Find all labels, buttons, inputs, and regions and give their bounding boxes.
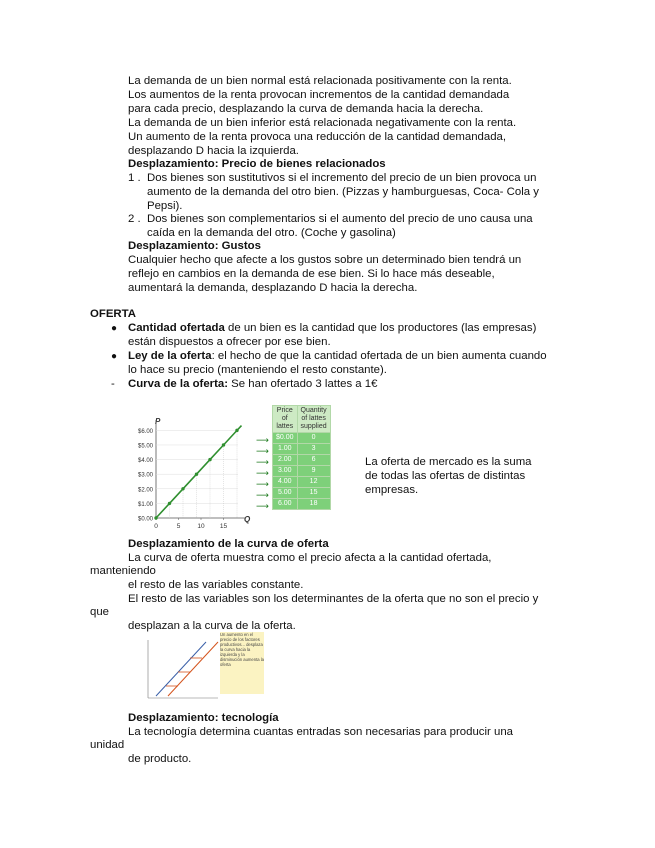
x-tick-label: 0 xyxy=(154,523,158,530)
curve-shift-line-3: el resto de las variables constante. xyxy=(128,579,304,591)
quantity-cell: 18 xyxy=(297,499,330,510)
header-word: lattes xyxy=(276,423,294,430)
y-tick-label: $4.00 xyxy=(137,458,153,465)
price-cell: 5.00 xyxy=(273,488,298,499)
header-word: of lattes xyxy=(301,415,326,422)
quantity-supplied-definition: de un bien es la cantidad que los productores (las empresas) xyxy=(224,322,537,334)
quantity-cell: 6 xyxy=(297,455,330,466)
curve-shift-line-6: desplazan a la curva de la oferta. xyxy=(128,620,296,632)
technology-line-3: de producto. xyxy=(128,753,192,765)
bullet-marker-1: ● xyxy=(111,323,118,334)
supply-chart xyxy=(118,404,256,534)
table-header-row xyxy=(273,406,331,433)
quantity-supplied-term: Cantidad ofertada xyxy=(128,322,225,334)
complements-line-1: Dos bienes son complementarios si el aumento del precio de uno causa una xyxy=(147,213,533,225)
tastes-line-1: Cualquier hecho que afecte a los gustos sobre un determinado bien tendrá un xyxy=(128,254,522,266)
arrow-right-icon: ⟶ xyxy=(256,490,269,500)
tastes-heading: Desplazamiento: Gustos xyxy=(128,240,261,252)
data-point xyxy=(154,516,157,519)
dash-marker: - xyxy=(111,378,115,390)
quantity-supplied-line-2: están dispuestos a ofrecer por ese bien. xyxy=(128,336,331,348)
table-row xyxy=(273,433,331,444)
header-word: Quantity xyxy=(300,407,327,414)
data-point xyxy=(181,487,184,490)
market-supply-note-3: empresas. xyxy=(365,484,419,496)
shift-explanation-note: Un aumento en el precio de los factores productivos... desplaza la curva hacia la izquierda y la disminución aumenta la oferta xyxy=(220,632,264,694)
law-of-supply-term: Ley de la oferta xyxy=(128,350,212,362)
y-tick-label: $0.00 xyxy=(137,516,153,523)
price-cell: 4.00 xyxy=(273,477,298,488)
tastes-line-2: reflejo en cambios en la demanda de ese bien. Si lo hace más deseable, xyxy=(128,268,495,280)
list-number-1: 1 . xyxy=(128,172,141,184)
price-column-header xyxy=(273,406,298,433)
demand-line-5: Un aumento de la renta provoca una reducción de la cantidad demandada, xyxy=(128,131,507,143)
x-axis-label: Q xyxy=(244,515,251,524)
arrow-right-icon: ⟶ xyxy=(256,457,269,467)
y-tick-label: $6.00 xyxy=(137,428,153,435)
demand-line-2: Los aumentos de la renta provocan incrementos de la cantidad demandada xyxy=(128,89,510,101)
quantity-cell: 12 xyxy=(297,477,330,488)
data-point xyxy=(222,443,225,446)
x-tick-label: 15 xyxy=(219,523,228,530)
curve-shift-line-1: La curva de oferta muestra como el precio afecta a la cantidad ofertada, xyxy=(128,552,492,564)
arrow-right-icon: ⟶ xyxy=(256,446,269,456)
supply-curve-original xyxy=(156,642,206,696)
demand-line-4: La demanda de un bien inferior está relacionada negativamente con la renta. xyxy=(128,117,517,129)
law-of-supply-line-2: lo hace su precio (manteniendo el resto constante). xyxy=(128,364,387,376)
substitutes-line-1: Dos bienes son sustitutivos si el incremento del precio de un bien provoca un xyxy=(147,172,537,184)
table-row xyxy=(273,466,331,477)
market-supply-note-2: de todas las ofertas de distintas xyxy=(365,470,526,482)
tastes-line-3: aumentará la demanda, desplazando D hacia la derecha. xyxy=(128,282,418,294)
table-row xyxy=(273,455,331,466)
header-word: supplied xyxy=(300,423,327,430)
data-point xyxy=(208,458,211,461)
data-point xyxy=(168,502,171,505)
quantity-cell: 0 xyxy=(297,433,330,444)
price-cell: 3.00 xyxy=(273,466,298,477)
y-tick-label: $2.00 xyxy=(137,487,153,494)
law-of-supply-definition: : el hecho de que la cantidad ofertada de un bien aumenta cuando xyxy=(211,350,547,362)
supply-curve-term: Curva de la oferta: xyxy=(128,378,229,390)
table-row xyxy=(273,444,331,455)
arrow-right-icon: ⟶ xyxy=(256,468,269,478)
supply-schedule-table xyxy=(272,405,331,510)
quantity-supplied-line-1 xyxy=(128,322,536,336)
quantity-cell: 3 xyxy=(297,444,330,455)
quantity-column-header xyxy=(297,406,330,433)
y-tick-label: $3.00 xyxy=(137,472,153,479)
price-cell: 1.00 xyxy=(273,444,298,455)
curve-shift-heading: Desplazamiento de la curva de oferta xyxy=(128,538,329,550)
header-word: Price xyxy=(276,407,293,414)
table-row xyxy=(273,488,331,499)
x-tick-label: 5 xyxy=(176,523,181,530)
law-of-supply-line-1 xyxy=(128,350,547,364)
data-point xyxy=(235,429,238,432)
arrow-right-icon: ⟶ xyxy=(256,479,269,489)
y-tick-label: $1.00 xyxy=(137,501,153,508)
price-cell: $0.00 xyxy=(273,433,298,444)
y-tick-label: $5.00 xyxy=(137,443,153,450)
supply-curve-line xyxy=(128,378,377,392)
demand-line-3: para cada precio, desplazando la curva de demanda hacia la derecha. xyxy=(128,103,484,115)
curve-shift-line-5: que xyxy=(90,606,110,618)
quantity-cell: 9 xyxy=(297,466,330,477)
curve-shift-line-4: El resto de las variables son los determinantes de la oferta que no son el precio y xyxy=(128,593,539,605)
supply-curve-definition: Se han ofertado 3 lattes a 1€ xyxy=(228,378,378,390)
market-supply-note-1: La oferta de mercado es la suma xyxy=(365,456,532,468)
demand-line-6: desplazando D hacia la izquierda. xyxy=(128,145,299,157)
substitutes-line-2: aumento de la demanda del otro bien. (Pizzas y hamburguesas, Coca- Cola y xyxy=(147,186,539,198)
curve-shift-line-2: manteniendo xyxy=(90,565,156,577)
related-goods-heading: Desplazamiento: Precio de bienes relacionados xyxy=(128,158,386,170)
list-number-2: 2 . xyxy=(128,213,141,225)
demand-line-1: La demanda de un bien normal está relacionada positivamente con la renta. xyxy=(128,75,512,87)
bullet-marker-2: ● xyxy=(111,351,118,362)
x-tick-label: 10 xyxy=(197,523,205,530)
price-cell: 6.00 xyxy=(273,499,298,510)
technology-line-1: La tecnología determina cuantas entradas son necesarias para producir una xyxy=(128,726,513,738)
price-cell: 2.00 xyxy=(273,455,298,466)
header-word: of xyxy=(281,415,288,422)
arrow-right-icon: ⟶ xyxy=(256,435,269,445)
table-row xyxy=(273,499,331,510)
substitutes-line-3: Pepsi). xyxy=(147,200,183,212)
oferta-heading: OFERTA xyxy=(90,308,136,320)
table-row xyxy=(273,477,331,488)
arrow-right-icon: ⟶ xyxy=(256,501,269,511)
y-axis-label: P xyxy=(155,417,161,426)
quantity-cell: 15 xyxy=(297,488,330,499)
supply-curve-shifted xyxy=(168,642,218,696)
data-point xyxy=(195,472,198,475)
complements-line-2: caída en la demanda del otro. (Coche y gasolina) xyxy=(147,227,396,239)
technology-heading: Desplazamiento: tecnología xyxy=(128,712,279,724)
technology-line-2: unidad xyxy=(90,739,125,751)
